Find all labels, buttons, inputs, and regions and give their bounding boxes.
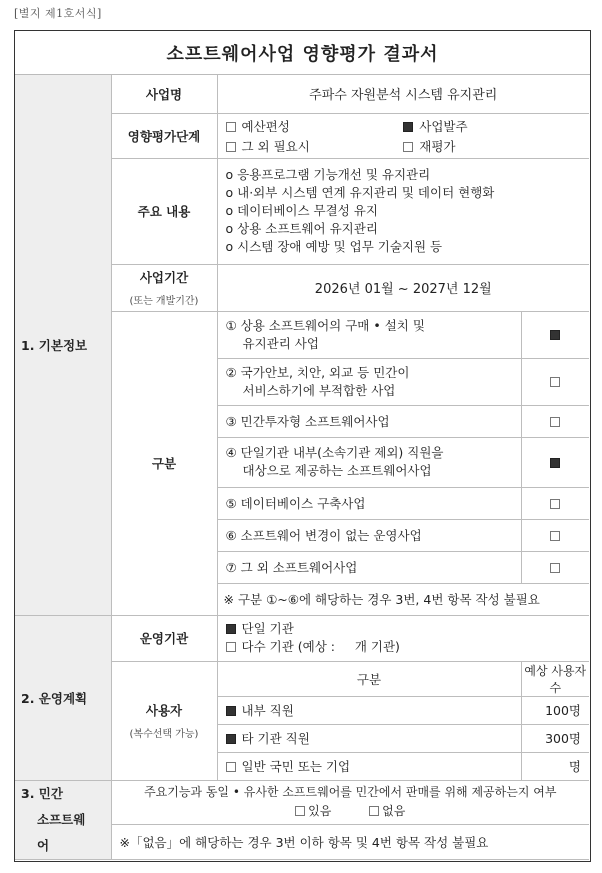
category-item-5: ⑤ 데이터베이스 구축사업 xyxy=(217,487,521,519)
operator-options xyxy=(217,615,589,661)
category-item-4: ④ 단일기관 내부(소속기관 제외) 직원을 대상으로 제공하는 소프트웨어사업 xyxy=(217,437,521,487)
user-count-public[interactable]: 명 xyxy=(521,752,589,780)
main-content-label: 주요 내용 xyxy=(111,158,217,264)
stage-option-budget[interactable]: 예산편성 xyxy=(226,117,404,135)
users-sublabel: (복수선택 가능) xyxy=(129,729,199,740)
period-label: 사업기간 (또는 개발기간) xyxy=(111,264,217,311)
private-software-question: 주요기능과 동일 • 유사한 소프트웨어를 민간에서 판매를 위해 제공하는지 여부 있음 없음 xyxy=(111,780,589,825)
stage-option-other[interactable]: 그 외 필요시 xyxy=(226,137,404,155)
checkbox-unchecked-icon[interactable] xyxy=(550,499,560,509)
option-no[interactable]: 없음 xyxy=(369,804,405,818)
section-private-software-label: 3. 민간 소프트웨 어 xyxy=(15,780,111,859)
impact-assessment-form xyxy=(14,30,591,862)
project-name-label: 사업명 xyxy=(111,75,217,113)
category-label: 구분 xyxy=(111,311,217,615)
checkbox-unchecked-icon[interactable] xyxy=(550,563,560,573)
checkbox-unchecked-icon[interactable] xyxy=(226,642,236,652)
list-item: o 데이터베이스 무결성 유지 xyxy=(225,203,378,218)
category-check-5[interactable] xyxy=(521,487,589,519)
category-item-1: ① 상용 소프트웨어의 구매 • 설치 및 유지관리 사업 xyxy=(217,311,521,358)
checkbox-unchecked-icon[interactable] xyxy=(403,142,413,152)
category-check-6[interactable] xyxy=(521,519,589,551)
section-basic-info-label: 1. 기본정보 xyxy=(15,75,111,615)
checkbox-unchecked-icon[interactable] xyxy=(550,531,560,541)
project-name-value: 주파수 자원분석 시스템 유지관리 xyxy=(217,75,589,113)
section-operation-plan-label: 2. 운영계획 xyxy=(15,615,111,780)
checkbox-checked-icon[interactable] xyxy=(550,330,560,340)
period-value: 2026년 01월 ~ 2027년 12월 xyxy=(217,264,589,311)
category-note: ※ 구분 ①~⑥에 해당하는 경우 3번, 4번 항목 작성 불필요 xyxy=(217,583,589,615)
list-item: o 상용 소프트웨어 유지관리 xyxy=(225,221,378,236)
checkbox-checked-icon[interactable] xyxy=(226,624,236,634)
checkbox-checked-icon[interactable] xyxy=(226,734,236,744)
stage-options xyxy=(217,113,589,158)
category-check-2[interactable] xyxy=(521,358,589,405)
checkbox-unchecked-icon[interactable] xyxy=(226,142,236,152)
form-number-label: [별지 제1호서식] xyxy=(14,7,102,20)
user-row-internal[interactable]: 내부 직원 xyxy=(217,696,521,724)
operator-option-single[interactable]: 단일 기관 xyxy=(226,620,582,638)
checkbox-unchecked-icon[interactable] xyxy=(226,762,236,772)
list-item: o 내·외부 시스템 연계 유지관리 및 데이터 현행화 xyxy=(225,185,495,200)
checkbox-checked-icon[interactable] xyxy=(403,122,413,132)
category-check-4[interactable] xyxy=(521,437,589,487)
list-item: o 시스템 장애 예방 및 업무 기술지원 등 xyxy=(225,239,443,254)
private-software-note: ※「없음」에 해당하는 경우 3번 이하 항목 및 4번 항목 작성 불필요 xyxy=(111,825,589,859)
user-count-other-agency[interactable]: 300명 xyxy=(521,724,589,752)
users-label: 사용자 (복수선택 가능) xyxy=(111,661,217,780)
list-item: o 응용프로그램 기능개선 및 유지관리 xyxy=(225,167,431,182)
category-item-2: ② 국가안보, 치안, 외교 등 민간이 서비스하기에 부적합한 사업 xyxy=(217,358,521,405)
checkbox-unchecked-icon[interactable] xyxy=(226,122,236,132)
stage-option-reassess[interactable]: 재평가 xyxy=(403,137,581,155)
form-table xyxy=(15,75,589,860)
category-item-7: ⑦ 그 외 소프트웨어사업 xyxy=(217,551,521,583)
checkbox-unchecked-icon[interactable] xyxy=(550,417,560,427)
checkbox-unchecked-icon[interactable] xyxy=(369,806,379,816)
user-row-public[interactable]: 일반 국민 또는 기업 xyxy=(217,752,521,780)
category-check-7[interactable] xyxy=(521,551,589,583)
category-item-6: ⑥ 소프트웨어 변경이 없는 운영사업 xyxy=(217,519,521,551)
stage-label: 영향평가단계 xyxy=(111,113,217,158)
users-header-category: 구분 xyxy=(217,661,521,696)
page-title: 소프트웨어사업 영향평가 결과서 xyxy=(15,31,590,75)
checkbox-unchecked-icon[interactable] xyxy=(295,806,305,816)
checkbox-unchecked-icon[interactable] xyxy=(550,377,560,387)
period-sublabel: (또는 개발기간) xyxy=(129,296,199,307)
category-item-3: ③ 민간투자형 소프트웨어사업 xyxy=(217,405,521,437)
stage-option-order[interactable]: 사업발주 xyxy=(403,117,581,135)
operator-label: 운영기관 xyxy=(111,615,217,661)
checkbox-checked-icon[interactable] xyxy=(226,706,236,716)
main-content-list xyxy=(217,158,589,264)
users-header-count: 예상 사용자 수 xyxy=(521,661,589,696)
category-check-3[interactable] xyxy=(521,405,589,437)
user-row-other-agency[interactable]: 타 기관 직원 xyxy=(217,724,521,752)
user-count-internal[interactable]: 100명 xyxy=(521,696,589,724)
operator-option-multiple[interactable]: 다수 기관 (예상 : 개 기관) xyxy=(226,638,582,656)
checkbox-checked-icon[interactable] xyxy=(550,458,560,468)
option-yes[interactable]: 있음 xyxy=(295,804,331,818)
category-check-1[interactable] xyxy=(521,311,589,358)
